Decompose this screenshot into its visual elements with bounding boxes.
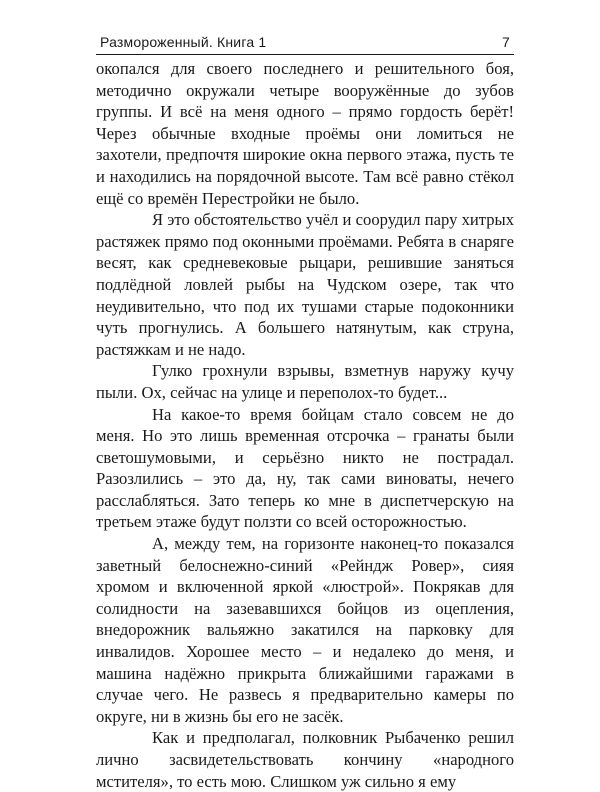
paragraph: Я это обстоятельство учёл и соорудил пару хитрых растяжек прямо под оконными проёмами. Ребята в снаряге весят, как средневековые рыцари, решившие заняться подлёдной ловлей рыбы на Чудском озере, так что неудивительно, что под их тушами старые подоконники чуть прогнулись. А большего натянутым, как струна, растяжкам и не надо. xyxy=(96,210,514,359)
paragraph: Как и предполагал, полковник Рыбаченко решил лично засвидетельствовать кончину «народного мстителя», то есть мою. Слишком уж сильно я ему xyxy=(96,728,514,791)
paragraph: На какое-то время бойцам стало совсем не до меня. Но это лишь временная отсрочка – гранаты были светошумовыми, и серьёзно никто не пострадал. Разозлились – это да, ну, так сами виноваты, нечего расслабляться. Зато теперь ко мне в диспетчерскую на третьем этаже будут ползти со всей осторожностью. xyxy=(96,404,514,532)
book-page xyxy=(96,34,514,792)
body-text xyxy=(96,58,514,792)
page-number: 7 xyxy=(502,34,510,50)
paragraph: А, между тем, на горизонте наконец-то показался заветный белоснежно-синий «Рейндж Ровер», сияя хромом и включенной яркой «люстрой». Покрякав для солидности на зазевавшихся бойцов из оцепления, внедорожник вальяжно закатился на парковку для инвалидов. Хорошее место – и недалеко до меня, и машина надёжно прикрыта ближайшими гаражами в случае чего. Не развесь я предварительно камеры по округе, ни в жизнь бы его не засёк. xyxy=(96,534,514,726)
paragraph: Гулко грохнули взрывы, взметнув наружу кучу пыли. Ох, сейчас на улице и переполох-то будет... xyxy=(96,361,514,402)
running-head xyxy=(96,34,514,54)
book-title: Размороженный. Книга 1 xyxy=(100,34,267,50)
header-rule xyxy=(96,54,514,55)
paragraph: окопался для своего последнего и решительного боя, методично окружали четыре вооружённые до зубов группы. И всё на меня одного – прямо гордость берёт! Через обычные входные проёмы они ломиться не захотели, предпочтя широкие окна первого этажа, пусть те и находились на порядочной высоте. Там всё равно стёкол ещё со времён Перестройки не было. xyxy=(96,59,514,208)
